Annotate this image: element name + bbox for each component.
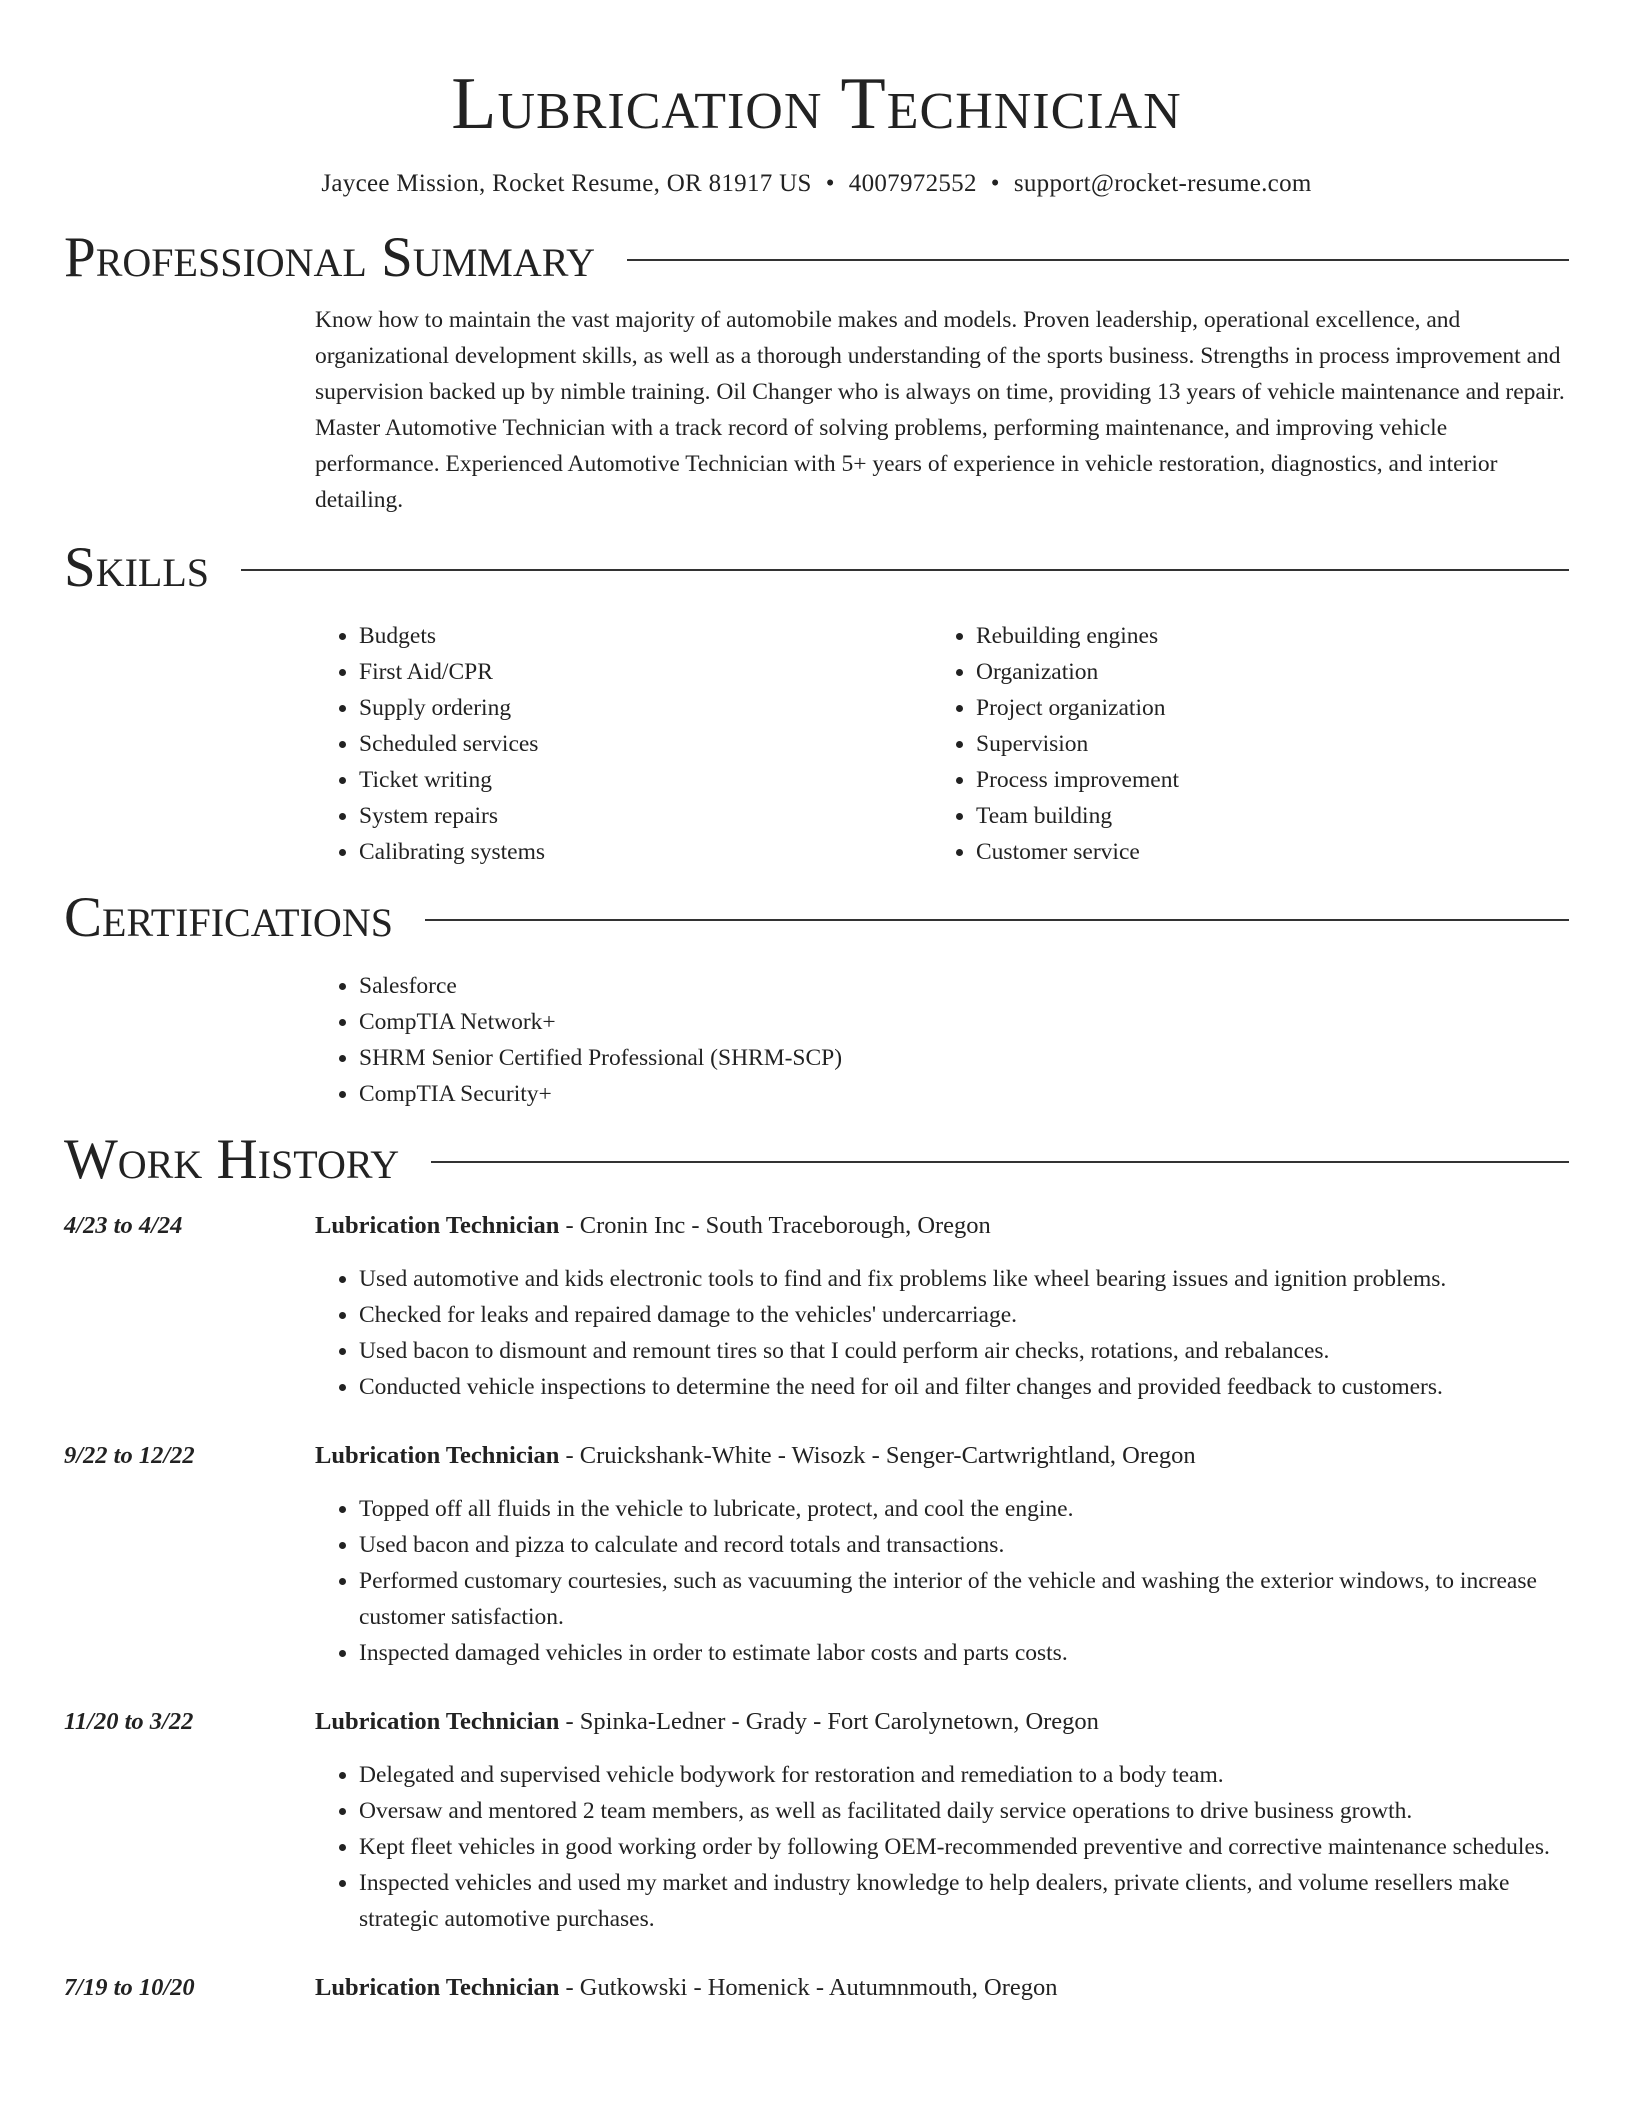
job-employer-location: - Cruickshank-White - Wisozk - Senger-Cartwrightland, Oregon (559, 1442, 1196, 1469)
section-divider (241, 569, 1569, 571)
skill-item: • Supply ordering (359, 690, 932, 726)
job-dates: 4/23 to 4/24 (64, 1212, 183, 1239)
jobs-list (64, 1208, 1569, 2006)
skill-item: • Customer service (976, 834, 1549, 870)
resume-page (64, 0, 1569, 2006)
certifications-header (64, 888, 1569, 948)
job-employer-location: - Spinka-Ledner - Grady - Fort Carolynetown, Oregon (559, 1708, 1099, 1735)
job-bullet: • Inspected damaged vehicles in order to estimate labor costs and parts costs. (359, 1635, 1569, 1671)
skill-item: • Ticket writing (359, 762, 932, 798)
job-title: Lubrication Technician (315, 1442, 560, 1469)
work-history-title: Work History (64, 1128, 400, 1191)
skills-list-right (932, 618, 1549, 870)
certifications-title: Certifications (64, 886, 393, 949)
skill-item: • Team building (976, 798, 1549, 834)
skill-item: • Organization (976, 654, 1549, 690)
job-bullet: • Performed customary courtesies, such as vacuuming the interior of the vehicle and washing the exterior windows, to increase customer satisfaction. (359, 1563, 1569, 1635)
skill-item: • Supervision (976, 726, 1549, 762)
skill-item: • Project organization (976, 690, 1549, 726)
skills-title: Skills (64, 536, 210, 599)
job-bullet: • Checked for leaks and repaired damage to the vehicles' undercarriage. (359, 1297, 1569, 1333)
certifications-body (315, 968, 1569, 1112)
certification-item: • Salesforce (359, 968, 1569, 1004)
job-bullet: • Used bacon to dismount and remount tires so that I could perform air checks, rotations, and rebalances. (359, 1333, 1569, 1369)
job-bullet: • Kept fleet vehicles in good working order by following OEM-recommended preventive and corrective maintenance schedules. (359, 1829, 1569, 1865)
job-header (64, 1208, 1569, 1244)
job-header (64, 1438, 1569, 1474)
job-title: Lubrication Technician (315, 1708, 560, 1735)
job-info (315, 1970, 1058, 2006)
contact-address: Jaycee Mission, Rocket Resume, OR 81917 US (321, 170, 812, 197)
contact-phone: 4007972552 (848, 170, 977, 197)
job-bullet: • Topped off all fluids in the vehicle to lubricate, protect, and cool the engine. (359, 1491, 1569, 1527)
job-info (315, 1704, 1099, 1740)
skill-item: • Process improvement (976, 762, 1549, 798)
job-employer-location: - Cronin Inc - South Traceborough, Oregon (559, 1212, 991, 1239)
summary-header (64, 228, 1569, 288)
skill-item: • Scheduled services (359, 726, 932, 762)
job-dates: 11/20 to 3/22 (64, 1708, 194, 1735)
job-title: Lubrication Technician (315, 1974, 560, 2001)
contact-line (64, 170, 1569, 198)
job-info (315, 1208, 991, 1244)
section-divider (627, 259, 1569, 261)
certification-item: • CompTIA Network+ (359, 1004, 1569, 1040)
job-bullet-list (315, 1491, 1569, 1671)
job-entry (64, 1208, 1569, 1405)
job-employer-location: - Gutkowski - Homenick - Autumnmouth, Oregon (559, 1974, 1058, 2001)
skill-item: • Budgets (359, 618, 932, 654)
job-bullet: • Oversaw and mentored 2 team members, as well as facilitated daily service operations to drive business growth. (359, 1793, 1569, 1829)
certifications-section (64, 888, 1569, 1112)
summary-section (64, 228, 1569, 518)
skill-item: • Calibrating systems (359, 834, 932, 870)
job-bullet: • Delegated and supervised vehicle bodywork for restoration and remediation to a body team. (359, 1757, 1569, 1793)
section-divider (431, 1161, 1569, 1163)
contact-separator: • (825, 170, 835, 197)
job-title: Lubrication Technician (315, 1212, 560, 1239)
skill-item: • Rebuilding engines (976, 618, 1549, 654)
job-bullets (315, 1491, 1569, 1671)
job-header (64, 1970, 1569, 2006)
skill-item: • System repairs (359, 798, 932, 834)
job-bullet: • Conducted vehicle inspections to determine the need for oil and filter changes and provided feedback to customers. (359, 1369, 1569, 1405)
job-dates: 7/19 to 10/20 (64, 1974, 195, 2001)
skills-column-right (932, 618, 1549, 870)
certification-item: • SHRM Senior Certified Professional (SHRM-SCP) (359, 1040, 1569, 1076)
job-bullet: • Used bacon and pizza to calculate and record totals and transactions. (359, 1527, 1569, 1563)
summary-text: Know how to maintain the vast majority of automobile makes and models. Proven leadership, operational excellence, and organizational development skills, as well as a thorough understanding of the sports business. Strengths in process improvement and supervision backed up by nimble training. Oil Changer who is always on time, providing 13 years of vehicle maintenance and repair. Master Automotive Technician with a track record of solving problems, performing maintenance, and improving vehicle performance. Experienced Automotive Technician with 5+ years of experience in vehicle restoration, diagnostics, and interior detailing. (315, 307, 1565, 513)
contact-email: support@rocket-resume.com (1013, 170, 1312, 197)
job-info (315, 1438, 1196, 1474)
job-bullet-list (315, 1757, 1569, 1937)
job-dates: 9/22 to 12/22 (64, 1442, 195, 1469)
certification-item: • CompTIA Security+ (359, 1076, 1569, 1112)
contact-separator: • (990, 170, 1000, 197)
work-history-section (64, 1130, 1569, 2006)
skills-list-left (315, 618, 932, 870)
job-bullet-list (315, 1261, 1569, 1405)
summary-title: Professional Summary (64, 226, 596, 289)
skills-columns (315, 618, 1569, 870)
job-entry (64, 1970, 1569, 2006)
job-bullets (315, 1261, 1569, 1405)
skills-column-left (315, 618, 932, 870)
skill-item: • First Aid/CPR (359, 654, 932, 690)
work-history-header (64, 1130, 1569, 1190)
resume-name: Lubrication Technician (451, 63, 1182, 145)
job-bullet: • Inspected vehicles and used my market and industry knowledge to help dealers, private clients, and volume resellers make strategic automotive purchases. (359, 1865, 1569, 1937)
job-entry (64, 1704, 1569, 1937)
job-header (64, 1704, 1569, 1740)
job-bullet: • Used automotive and kids electronic tools to find and fix problems like wheel bearing issues and ignition problems. (359, 1261, 1569, 1297)
skills-section (64, 538, 1569, 870)
job-entry (64, 1438, 1569, 1671)
job-bullets (315, 1757, 1569, 1937)
certifications-list (315, 968, 1569, 1112)
skills-header (64, 538, 1569, 598)
section-divider (425, 919, 1569, 921)
